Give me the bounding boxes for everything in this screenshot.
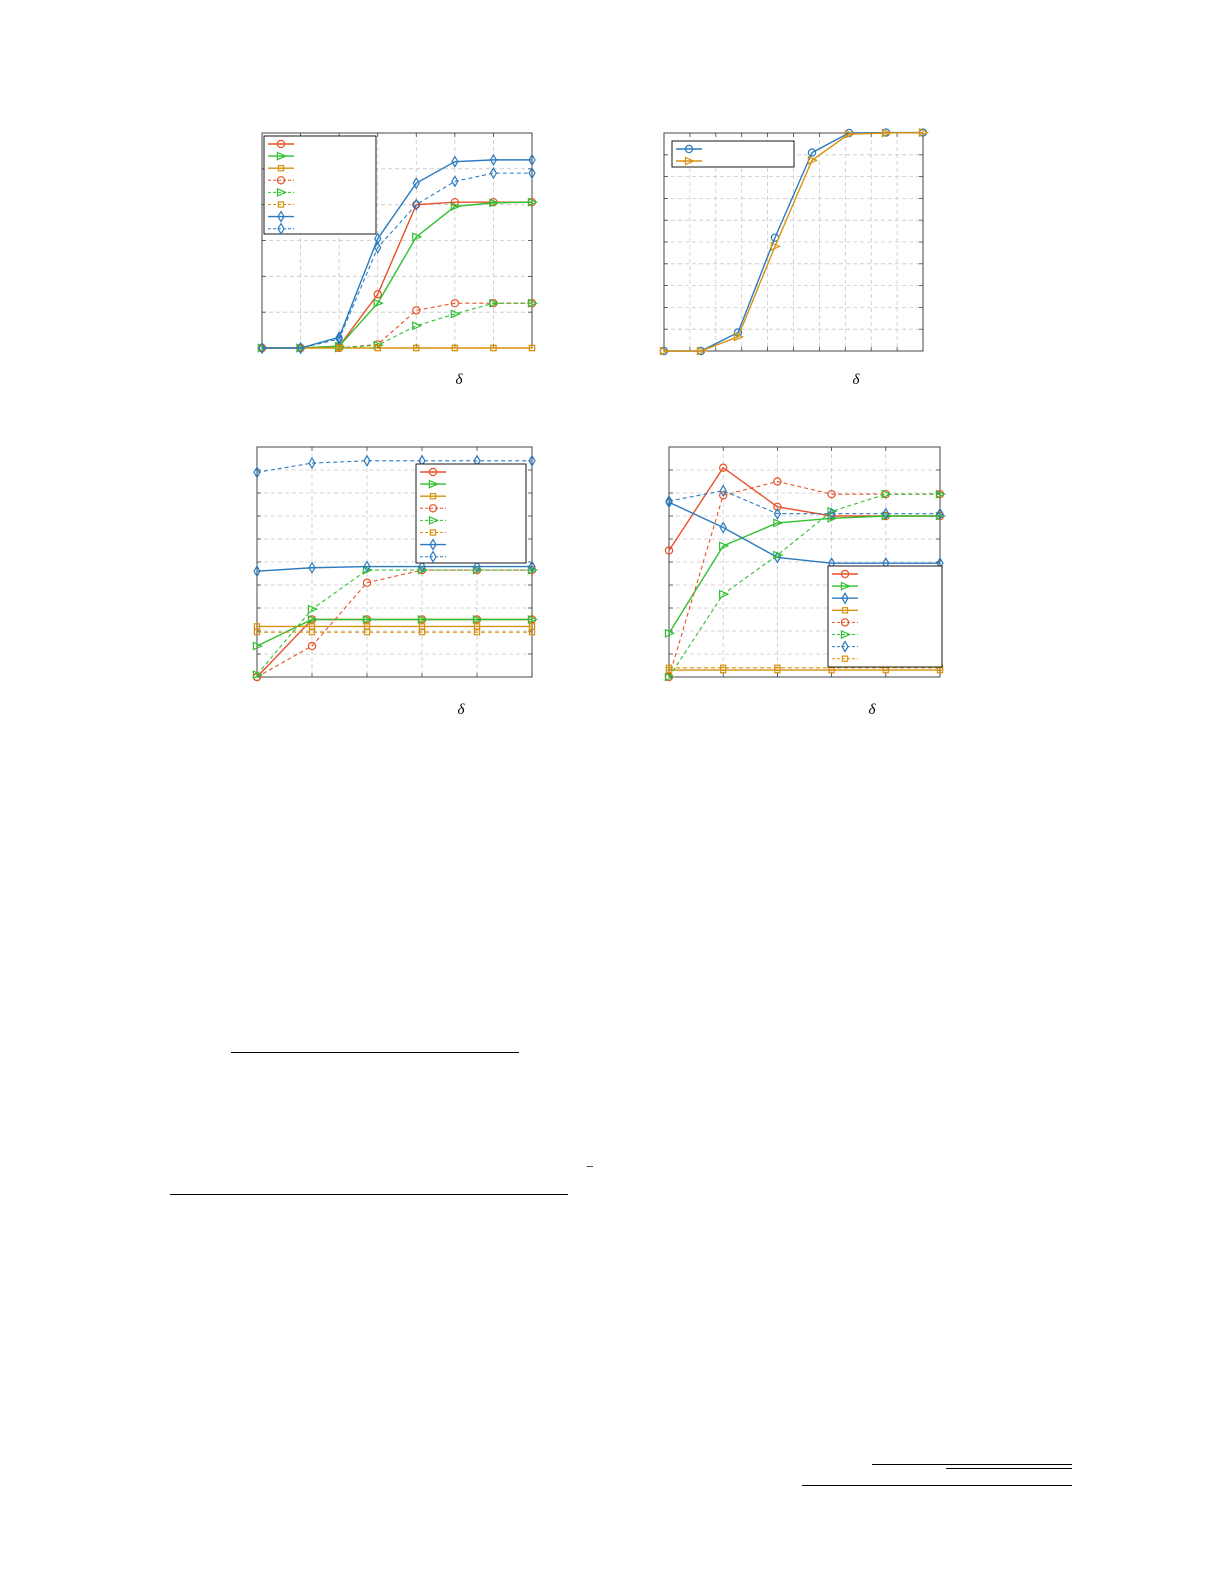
series-7 (254, 562, 535, 577)
series-5 (253, 566, 536, 678)
series-2 (253, 616, 536, 650)
chart-panel-4 (665, 447, 944, 718)
x-axis-label: δ (868, 702, 876, 718)
series-line (262, 303, 532, 348)
series-3 (666, 497, 943, 568)
series-line (257, 570, 532, 677)
series-line (669, 468, 940, 551)
footnote-rule-2 (170, 1194, 568, 1195)
footnote-rule-1 (231, 1052, 519, 1053)
series-4 (253, 566, 535, 680)
data-point (413, 322, 421, 329)
footnote-rule-3 (872, 1464, 1072, 1465)
chart-panel-3 (253, 447, 536, 718)
series-line (669, 491, 940, 514)
x-axis-label: δ (455, 372, 463, 388)
series-6 (254, 630, 534, 635)
series-3 (254, 624, 534, 629)
chart-panel-1 (258, 133, 536, 388)
series-1 (253, 616, 535, 681)
legend-box (264, 136, 376, 234)
x-axis-label: δ (457, 702, 465, 718)
footnote-rule-4 (946, 1468, 1072, 1469)
legend (672, 141, 794, 167)
series-line (257, 620, 532, 646)
minus-sign: − (586, 1160, 594, 1175)
legend (828, 566, 942, 667)
series-line (257, 620, 532, 678)
chart-panel-2 (660, 129, 927, 388)
legend (416, 464, 526, 563)
x-axis-label: δ (852, 372, 860, 388)
series-line (257, 570, 532, 675)
footnote-rule-5 (802, 1485, 1072, 1486)
series-line (262, 303, 532, 348)
legend (264, 136, 376, 234)
series-1 (665, 464, 943, 554)
